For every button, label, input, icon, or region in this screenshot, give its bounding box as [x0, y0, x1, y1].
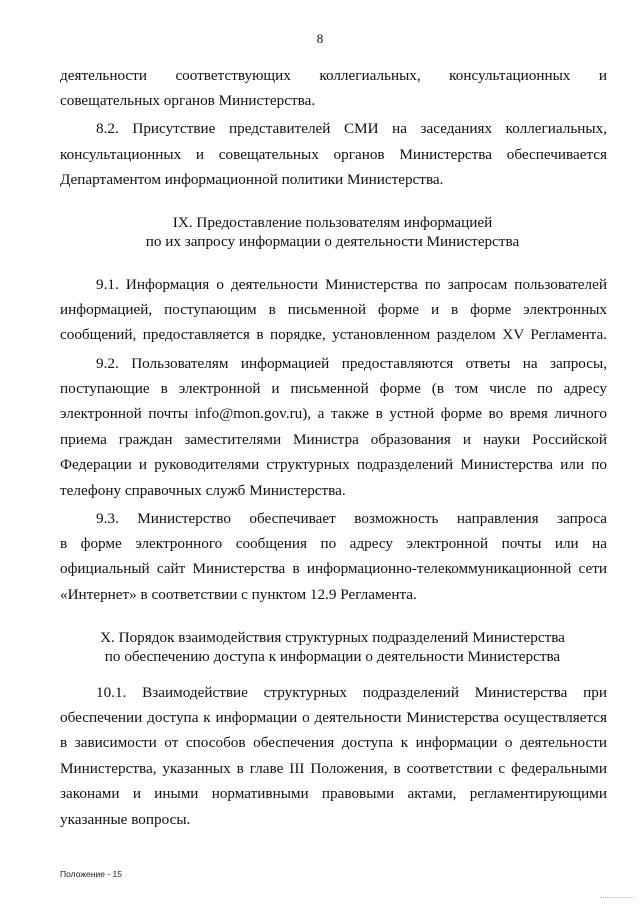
text-line: в форме электронного сообщения по адресу электронной почты или на [60, 535, 607, 552]
page-number: 8 [316, 31, 324, 46]
text-line: «Интернет» в соответствии с пунктом 12.9 Регламента. [60, 586, 417, 603]
footer-label: Положение - 15 [60, 869, 122, 879]
section-heading: IX. Предоставление пользователям информацией [172, 214, 493, 231]
text-line: сообщений, предоставляется в порядке, установленном разделом XV Регламента. [60, 326, 607, 343]
text-line: совещательных органов Министерства. [60, 92, 316, 109]
text-line: указанные вопросы. [60, 811, 191, 828]
section-heading: по их запросу информации о деятельности Министерства [145, 233, 520, 250]
text-line: в зависимости от способов обеспечения доступа к информации о деятельности [60, 734, 607, 751]
text-line: 10.1. Взаимодействие структурных подразделений Министерства при [96, 684, 607, 701]
text-line: 9.1. Информация о деятельности Министерства по запросам пользователей [96, 276, 607, 293]
text-line: консультационных и совещательных органов Министерства обеспечивается [60, 146, 607, 163]
text-line: приема граждан заместителями Министра образования и науки Российской [60, 431, 607, 448]
text-line: Министерства, указанных в главе III Положения, в соответствии с федеральными [60, 760, 607, 777]
text-line: обеспечении доступа к информации о деятельности Министерства осуществляется [60, 709, 607, 726]
text-line: информацией, поступающим в письменной форме и в форме электронных [60, 301, 607, 318]
text-line: официальный сайт Министерства в информационно-телекоммуникационной сети [60, 560, 607, 577]
text-line: 8.2. Присутствие представителей СМИ на заседаниях коллегиальных, [96, 120, 607, 137]
text-line: Департаментом информационной политики Министерства. [60, 171, 444, 188]
scan-artifact [600, 897, 634, 901]
text-line: 9.2. Пользователям информацией предоставляются ответы на запросы, [96, 355, 607, 372]
text-line: законами и иными нормативными правовыми актами, регламентирующими [60, 785, 607, 802]
text-line: электронной почты info@mon.gov.ru), а также в устной форме во время личного [60, 405, 607, 422]
text-line: Федерации и руководителями структурных подразделений Министерства или по [60, 456, 607, 473]
text-line: поступающие в электронной и письменной форме (в том числе по адресу [60, 380, 607, 397]
text-line: телефону справочных служб Министерства. [60, 482, 346, 499]
section-heading: по обеспечению доступа к информации о деятельности Министерства [104, 648, 561, 665]
text-line: 9.3. Министерство обеспечивает возможность направления запроса [96, 510, 607, 527]
text-line: деятельности соответствующих коллегиальных, консультационных и [60, 67, 607, 84]
section-heading: X. Порядок взаимодействия структурных подразделений Министерства [100, 629, 565, 646]
